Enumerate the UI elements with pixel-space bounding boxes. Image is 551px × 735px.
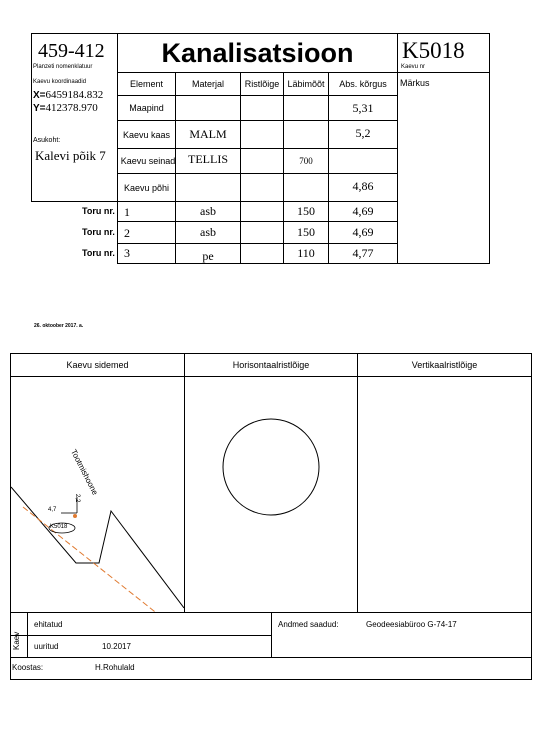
pipe-material: asb xyxy=(200,204,216,218)
pipe-height: 4,69 xyxy=(352,204,374,218)
author-label: Koostas: xyxy=(12,663,44,672)
row-element-label: Kaevu põhi xyxy=(123,182,170,193)
row-element-label: Kaevu kaas xyxy=(122,129,171,140)
well-connection-sketch xyxy=(11,377,184,612)
y-value: 412378.970 xyxy=(45,102,98,114)
sheet-code: 459-412 xyxy=(38,40,105,62)
x-value: 6459184.832 xyxy=(45,89,104,101)
row-element-label: Kaevu seinad xyxy=(120,156,176,166)
col-element: Element xyxy=(129,79,164,89)
document-date: 26. oktoober 2017. a. xyxy=(34,323,84,329)
pipe-label: Toru nr. xyxy=(82,227,115,237)
building-label: Tootmishoone xyxy=(68,448,100,497)
coord-caption: Kaevu koordinaadid xyxy=(33,79,87,85)
row-material: MALM xyxy=(189,127,227,141)
pipe-label: Toru nr. xyxy=(82,248,115,258)
built-label: ehitatud xyxy=(34,620,63,629)
row-material: TELLIS xyxy=(188,151,228,166)
surveyed-label: uuritud xyxy=(34,642,59,651)
col-diameter: Läbimõõt xyxy=(287,79,325,89)
surveyed-value: 10.2017 xyxy=(102,642,131,651)
row-diameter: 700 xyxy=(299,156,313,166)
data-source-value: Geodeesiabüroo G-74-17 xyxy=(366,620,457,629)
pipe-diameter: 150 xyxy=(297,204,315,218)
well-cross-section-circle xyxy=(223,419,319,515)
col-abs-height: Abs. kõrgus xyxy=(339,79,387,89)
pipe-diameter: 110 xyxy=(297,246,315,260)
row-height: 4,86 xyxy=(352,178,374,193)
location-caption: Asukoht: xyxy=(33,137,61,144)
horizontal-section-drawing xyxy=(185,377,357,612)
well-number-caption: Kaevu nr xyxy=(401,64,426,70)
dimension-label: 4,7 xyxy=(48,507,57,513)
panel-title-horizontal-section: Horisontaalristlõige xyxy=(232,360,310,370)
row-element-label: Maapind xyxy=(129,103,164,113)
panel-title-vertical-section: Vertikaalristlõige xyxy=(411,360,478,370)
pipe-height: 4,77 xyxy=(352,246,374,260)
x-label: X= xyxy=(33,90,46,101)
author-value: H.Rohulald xyxy=(95,663,135,672)
pipe-number: 2 xyxy=(124,226,130,240)
pipe-material: pe xyxy=(202,248,214,263)
row-height: 5,31 xyxy=(352,100,374,115)
pipe-label: Toru nr. xyxy=(82,206,115,216)
y-label: Y= xyxy=(33,103,46,114)
col-material: Materjal xyxy=(191,79,224,89)
pipe-number: 1 xyxy=(124,205,130,219)
location-value: Kalevi põik 7 xyxy=(35,148,106,163)
pipe-height: 4,69 xyxy=(352,225,374,239)
side-label: Kaev xyxy=(12,631,21,650)
y-coordinate xyxy=(33,102,98,114)
x-coordinate xyxy=(33,89,103,101)
sheet-code-caption: Planzeti nomenklatuur xyxy=(33,64,93,70)
building-outline xyxy=(11,487,184,608)
pipe-diameter: 150 xyxy=(297,225,315,239)
col-cross-section: Ristlõige xyxy=(244,79,280,89)
well-marker xyxy=(73,514,77,518)
page-title: Kanalisatsioon xyxy=(161,37,354,68)
pipe-material: asb xyxy=(200,225,216,239)
col-notes: Märkus xyxy=(400,78,430,88)
pipe-line xyxy=(23,507,159,612)
well-number: K5018 xyxy=(402,38,465,63)
panel-title-connections: Kaevu sidemed xyxy=(66,360,129,370)
dimension-label: 2,2 xyxy=(74,494,80,503)
well-label: K5018 xyxy=(50,524,68,530)
data-source-label: Andmed saadud: xyxy=(278,620,339,629)
row-height: 5,2 xyxy=(355,125,371,140)
pipe-number: 3 xyxy=(124,246,130,260)
